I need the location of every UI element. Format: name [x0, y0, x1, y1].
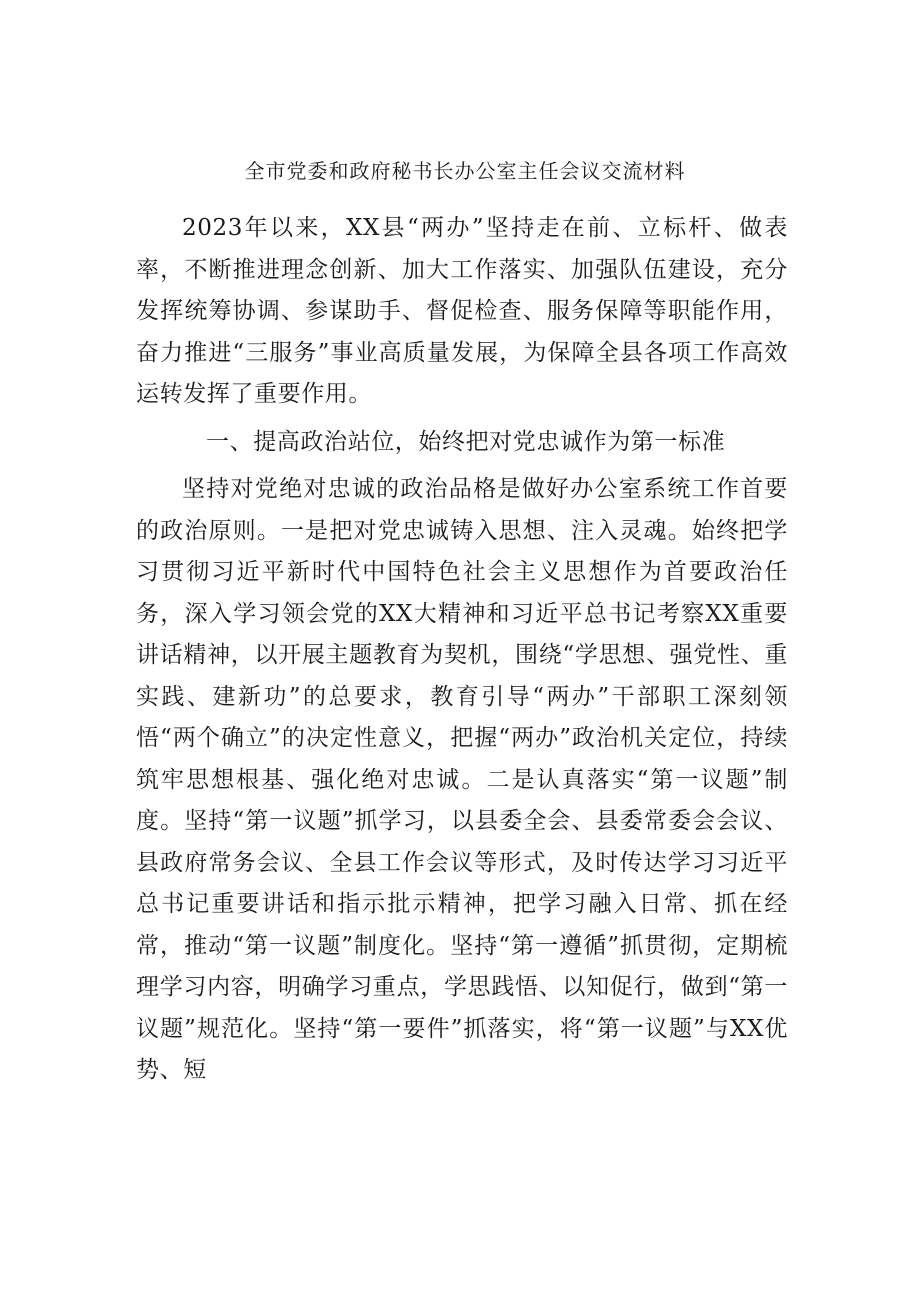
document-page [136, 148, 788, 1092]
intro-paragraph: 2023年以来，XX县“两办”坚持走在前、立标杆、做表率，不断推进理念创新、加大工作落实、加强队伍建设，充分发挥统筹协调、参谋助手、督促检查、服务保障等职能作用，奋力推进“三服务”事业高质量发展，为保障全县各项工作高效运转发挥了重要作用。 [136, 215, 788, 407]
section-heading-1: 一、提高政治站位，始终把对党忠诚作为第一标准 [206, 428, 726, 455]
document-title: 全市党委和政府秘书长办公室主任会议交流材料 [244, 159, 686, 183]
section-body-1: 坚持对党绝对忠诚的政治品格是做好办公室系统工作首要的政治原则。一是把对党忠诚铸入思想、注入灵魂。始终把学习贯彻习近平新时代中国特色社会主义思想作为首要政治任务，深入学习领会党的XX大精神和习近平总书记考察XX重要讲话精神，以开展主题教育为契机，围绕“学思想、强党性、重实践、建新功”的总要求，教育引导“两办”干部职工深刻领悟“两个确立”的决定性意义，把握“两办”政治机关定位，持续筑牢思想根基、强化绝对忠诚。二是认真落实“第一议题”制度。坚持“第一议题”抓学习，以县委全会、县委常委会会议、县政府常务会议、全县工作会议等形式，及时传达学习习近平总书记重要讲话和指示批示精神，把学习融入日常、抓在经常，推动“第一议题”制度化。坚持“第一遵循”抓贯彻，定期梳理学习内容，明确学习重点，学思践悟、以知促行，做到“第一议题”规范化。坚持“第一要件”抓落实，将“第一议题”与XX优势、短 [136, 476, 788, 1083]
